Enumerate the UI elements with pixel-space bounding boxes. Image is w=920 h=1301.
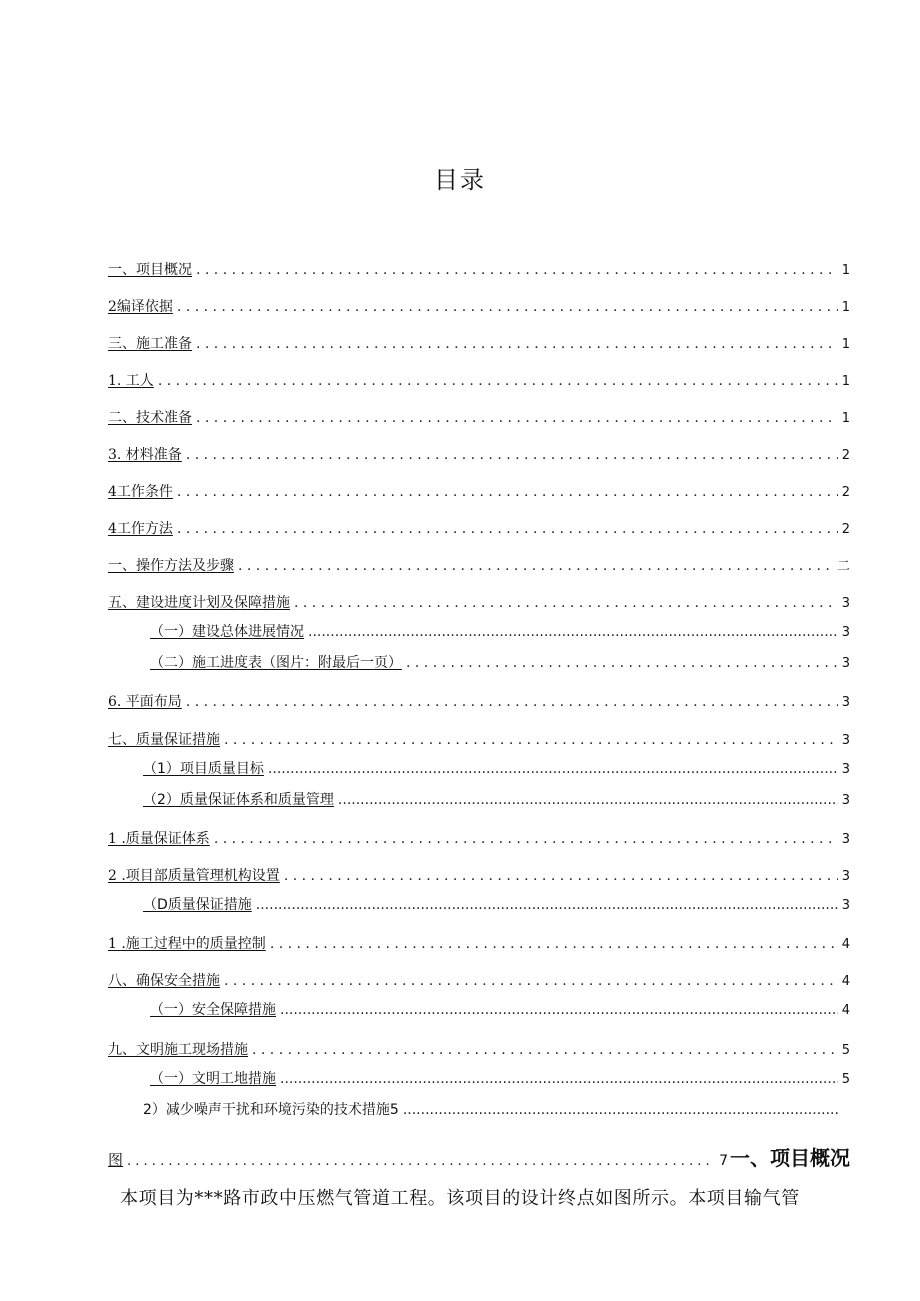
toc-page-number: 3 xyxy=(841,656,850,671)
toc-page-number: 4 xyxy=(841,937,850,952)
toc-entry[interactable] xyxy=(108,933,850,953)
toc-page-number: 1 xyxy=(841,374,850,389)
toc-entry-label: （2）质量保证体系和质量管理 xyxy=(143,792,334,808)
leader-dots xyxy=(186,694,838,710)
leader-dots xyxy=(308,624,838,640)
toc-entry-label: 3. 材料准备 xyxy=(108,447,182,463)
leader-dots xyxy=(196,410,838,426)
toc-entry[interactable] xyxy=(108,259,850,279)
leader-dots xyxy=(268,761,838,777)
leader-dots xyxy=(214,831,838,847)
leader-dots xyxy=(284,868,838,884)
leader-dots xyxy=(177,484,838,500)
toc-entry[interactable] xyxy=(143,789,850,809)
toc-entry-label: 九、文明施工现场措施 xyxy=(108,1042,248,1058)
toc-page-number: 5 xyxy=(841,1043,850,1058)
toc-page-number: 4 xyxy=(841,974,850,989)
toc-page-number: 3 xyxy=(841,695,850,710)
toc-entry[interactable] xyxy=(108,370,850,390)
body-paragraph: 本项目为***路市政中压燃气管道工程。该项目的设计终点如图所示。本项目输气管 xyxy=(120,1188,800,1209)
leader-dots xyxy=(270,936,838,952)
toc-entry-label: 4工作条件 xyxy=(108,484,173,500)
toc-page-number: 3 xyxy=(841,832,850,847)
figure-entry-label[interactable]: 图 xyxy=(108,1151,124,1169)
toc-entry[interactable] xyxy=(108,729,850,749)
toc-entry-label: 4工作方法 xyxy=(108,521,173,537)
toc-entry-label: （一）建设总体进展情况 xyxy=(150,624,304,640)
toc-entry[interactable] xyxy=(108,970,850,990)
toc-entry[interactable] xyxy=(108,444,850,464)
toc-entry[interactable] xyxy=(108,828,850,848)
leader-dots xyxy=(294,595,838,611)
toc-entry[interactable] xyxy=(150,999,850,1019)
toc-entry-label: 七、质量保证措施 xyxy=(108,732,220,748)
toc-entry[interactable] xyxy=(150,1068,850,1088)
toc-entry[interactable] xyxy=(143,1099,850,1119)
toc-entry-label: 八、确保安全措施 xyxy=(108,973,220,989)
toc-entry[interactable] xyxy=(108,555,850,575)
leader-dots xyxy=(252,1042,838,1058)
leader-dots xyxy=(280,1002,838,1018)
toc-page-number: 3 xyxy=(841,898,850,913)
toc-page-number: 2 xyxy=(841,485,850,500)
toc-page-number: 3 xyxy=(841,596,850,611)
toc-entry[interactable] xyxy=(108,407,850,427)
toc-page-number: 7 xyxy=(719,1153,728,1169)
toc-entry-label: 6. 平面布局 xyxy=(108,694,182,710)
toc-page-number: 1 xyxy=(841,411,850,426)
toc-entry-label: 1. 工人 xyxy=(108,373,154,389)
leader-dots xyxy=(177,299,838,315)
toc-entry[interactable] xyxy=(150,621,850,641)
toc-page-number: 二 xyxy=(836,559,850,574)
toc-entry-label: 1 .施工过程中的质量控制 xyxy=(108,936,266,952)
toc-entry-label: （一）安全保障措施 xyxy=(150,1002,276,1018)
toc-entry[interactable] xyxy=(108,691,850,711)
leader-dots xyxy=(403,1102,838,1118)
toc-entry-label: （1）项目质量目标 xyxy=(143,761,264,777)
toc-entry-label: 五、建设进度计划及保障措施 xyxy=(108,595,290,611)
toc-entry-label: 2 .项目部质量管理机构设置 xyxy=(108,868,280,884)
leader-dots xyxy=(196,336,838,352)
toc-page-number: 2 xyxy=(841,522,850,537)
toc-entry[interactable] xyxy=(150,652,850,672)
leader-dots xyxy=(280,1071,838,1087)
toc-page-number: 4 xyxy=(841,1003,850,1018)
toc-entry[interactable] xyxy=(108,865,850,885)
toc-entry-label: 三、施工准备 xyxy=(108,336,192,352)
toc-entry-label: 二、技术准备 xyxy=(108,410,192,426)
toc-last-line xyxy=(108,1142,850,1171)
toc-page-number: 3 xyxy=(841,733,850,748)
toc-entry[interactable] xyxy=(108,296,850,316)
toc-entry[interactable] xyxy=(108,592,850,612)
leader-dots xyxy=(256,897,838,913)
leader-dots xyxy=(238,558,833,574)
leader-dots xyxy=(177,521,838,537)
leader-dots xyxy=(224,732,838,748)
toc-page-number: 1 xyxy=(841,337,850,352)
toc-page-number: 1 xyxy=(841,263,850,278)
toc-entry-label: 2编译依据 xyxy=(108,299,173,315)
toc-entry-label: 一、操作方法及步骤 xyxy=(108,558,234,574)
leader-dots xyxy=(338,792,838,808)
leader-dots xyxy=(224,973,838,989)
toc-entry[interactable] xyxy=(143,894,850,914)
toc-page-number: 1 xyxy=(841,300,850,315)
leader-dots xyxy=(406,655,838,671)
section-heading: 一、项目概况 xyxy=(730,1146,850,1170)
leader-dots xyxy=(127,1154,715,1169)
toc-entry-label: 2）减少噪声干扰和环境污染的技术措施5 xyxy=(143,1102,399,1118)
toc-page-number: 3 xyxy=(841,869,850,884)
leader-dots xyxy=(158,373,838,389)
toc-entry[interactable] xyxy=(143,758,850,778)
page-title: 目录 xyxy=(434,166,486,194)
toc-entry-label: （D质量保证措施 xyxy=(143,897,252,913)
toc-entry[interactable] xyxy=(108,333,850,353)
toc-entry-label: 一、项目概况 xyxy=(108,262,192,278)
toc-entry-label: （一）文明工地措施 xyxy=(150,1071,276,1087)
toc-entry[interactable] xyxy=(108,481,850,501)
toc-entry[interactable] xyxy=(108,518,850,538)
toc-page-number: 2 xyxy=(841,448,850,463)
toc-page-number: 5 xyxy=(841,1072,850,1087)
leader-dots xyxy=(196,262,838,278)
leader-dots xyxy=(186,447,838,463)
toc-entry[interactable] xyxy=(108,1039,850,1059)
toc-page-number: 3 xyxy=(841,625,850,640)
toc-entry-label: 1 .质量保证体系 xyxy=(108,831,210,847)
toc-entry-label: （二）施工进度表（图片：附最后一页） xyxy=(150,655,402,671)
toc-page-number: 3 xyxy=(841,762,850,777)
toc-page-number: 3 xyxy=(841,793,850,808)
